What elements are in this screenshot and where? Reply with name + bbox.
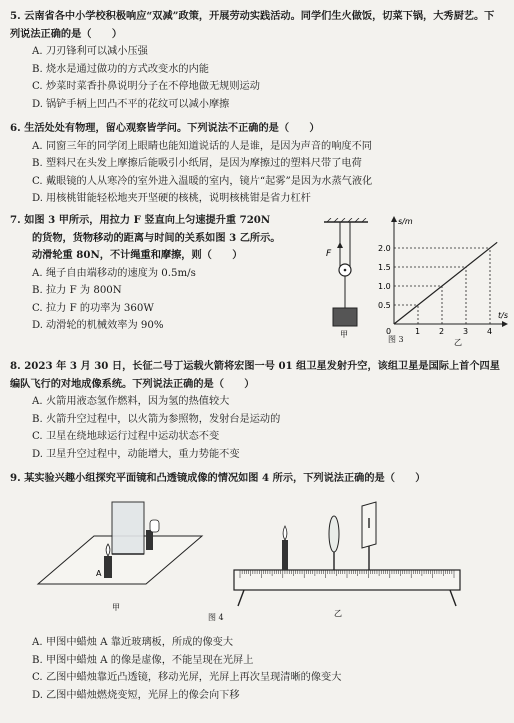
question-6 [10,120,504,208]
option-a: A. 同窗三年的同学闭上眼睛也能知道说话的人是谁，是因为声音的响度不同 [32,140,372,152]
convex-lens [329,516,339,570]
cargo-box [333,308,357,326]
question-stem-line-1: 如图 3 甲所示，用拉力 F 竖直向上匀速提升重 720N [24,214,271,226]
origin-label: 0 [386,327,392,336]
question-8 [10,358,504,463]
x-tick-label: 1 [415,327,421,336]
x-tick-label: 4 [487,327,493,336]
option-c: C. 卫星在绕地球运行过程中运动状态不变 [32,431,220,442]
option-d: D. 卫星升空过程中，动能增大，重力势能不变 [32,448,240,460]
option-d: D. 用核桃钳能轻松地夹开坚硬的核桃，说明核桃钳是省力杠杆 [32,193,311,204]
question-9-options [10,634,504,704]
optical-bench-figure [224,496,470,620]
question-stem-line-3: 动滑轮重 80N，不计绳重和摩擦，则（ ） [32,249,243,261]
figure-jia-label: 甲 [340,330,348,338]
figure-yi-label: 乙 [334,609,342,618]
pulley-axle [344,269,347,272]
force-arrow-head [337,242,343,248]
question-stem-line-2: 的货物，货物移动的距离与时间的关系如图 3 乙所示。 [32,231,281,244]
y-axis-arrow [391,216,397,222]
question-stem: 云南省各中小学校积极响应“双减”政策，开展劳动实践活动。同学们生火做饭，切菜下锅，大秀厨艺。下列说法正确的是（ ） [10,10,495,40]
candle-b [146,530,153,550]
optical-bench [234,570,460,606]
option-a: A. 绳子自由端移动的速度为 0.5m/s [32,267,196,279]
question-number: 6. [10,122,21,134]
option-c: C. 乙图中蜡烛靠近凸透镜，移动光屏，光屏上再次呈现清晰的像变大 [32,672,342,683]
glass-plate [112,502,144,554]
y-tick-label: 1.5 [378,263,391,272]
y-tick-label: 1.0 [378,282,391,291]
option-b: B. 烧水是通过做功的方式改变水的内能 [32,63,209,75]
force-label: F [326,249,332,259]
option-b: B. 火箭升空过程中，以火箭为参照物，发射台是运动的 [32,413,281,425]
bench-candle [282,526,288,570]
figure-jia-label: 甲 [112,603,120,612]
question-stem: 2023 年 3 月 30 日，长征二号丁运载火箭将宏图一号 01 组卫星发射升空，该组卫星是国际上首个四星编队飞行的对地成像系统。下列说法正确的是（ ） [10,360,500,390]
candle-a-flame-icon [106,544,110,556]
question-number: 9. [10,472,21,484]
light-screen [362,502,376,570]
candle-a-label: A [96,569,102,578]
y-tick-label: 2.0 [378,244,391,253]
question-9 [10,470,504,488]
lens-body [329,516,339,552]
question-stem: 生活处处有物理，留心观察皆学问。下列说法不正确的是（ ） [24,122,320,134]
hand [150,520,159,532]
x-axis-label: t/s [498,311,508,320]
candle-a [104,556,112,578]
bench-leg-right [450,590,456,606]
x-axis-arrow [502,321,508,327]
option-a: A. 刀刃锋利可以减小压强 [32,46,148,57]
y-axis-label: s/m [398,217,413,226]
distance-time-graph [372,214,508,346]
option-b: B. 甲图中蜡烛 A 的像是虚像，不能呈现在光屏上 [32,654,254,666]
question-number: 5. [10,10,21,22]
question-number: 8. [10,360,21,372]
pulley-figure [318,218,374,338]
option-d: D. 锅铲手柄上凹凸不平的花纹可以减小摩擦 [32,98,230,110]
x-tick-label: 2 [439,327,445,336]
y-tick-label: 0.5 [378,301,391,310]
figure-3-caption: 图 3 [388,335,404,344]
option-c: C. 炒菜时菜香扑鼻说明分子在不停地做无规则运动 [32,81,260,92]
option-c: C. 戴眼镜的人从寒冷的室外进入温暖的室内，镜片“起雾”是因为水蒸气液化 [32,175,373,187]
option-a: A. 甲图中蜡烛 A 靠近玻璃板，所成的像变大 [32,637,234,648]
option-b: B. 拉力 F 为 800N [32,285,122,296]
option-b: B. 塑料尺在头发上摩擦后能吸引小纸屑，是因为摩擦过的塑料尺带了电荷 [32,158,362,169]
option-a: A. 火箭用液态氢作燃料，因为氢的热值较大 [32,396,230,407]
option-c: C. 拉力 F 的功率为 360W [32,302,154,314]
figure-yi-label: 乙 [454,338,462,346]
plane-mirror-figure [34,496,204,616]
question-5 [10,8,504,113]
bench-leg-left [238,590,244,606]
question-stem: 某实验兴趣小组探究平面镜和凸透镜成像的情况如图 4 所示，下列说法正确的是（ ） [24,472,426,484]
candle-flame-icon [283,526,287,540]
question-7 [10,212,340,335]
figure-4-caption: 图 4 [208,613,224,622]
distance-line [394,242,497,324]
option-d: D. 动滑轮的机械效率为 90% [32,320,164,331]
question-number: 7. [10,214,21,226]
x-tick-label: 3 [463,327,469,336]
option-d: D. 乙图中蜡烛燃烧变短，光屏上的像会向下移 [32,689,240,701]
